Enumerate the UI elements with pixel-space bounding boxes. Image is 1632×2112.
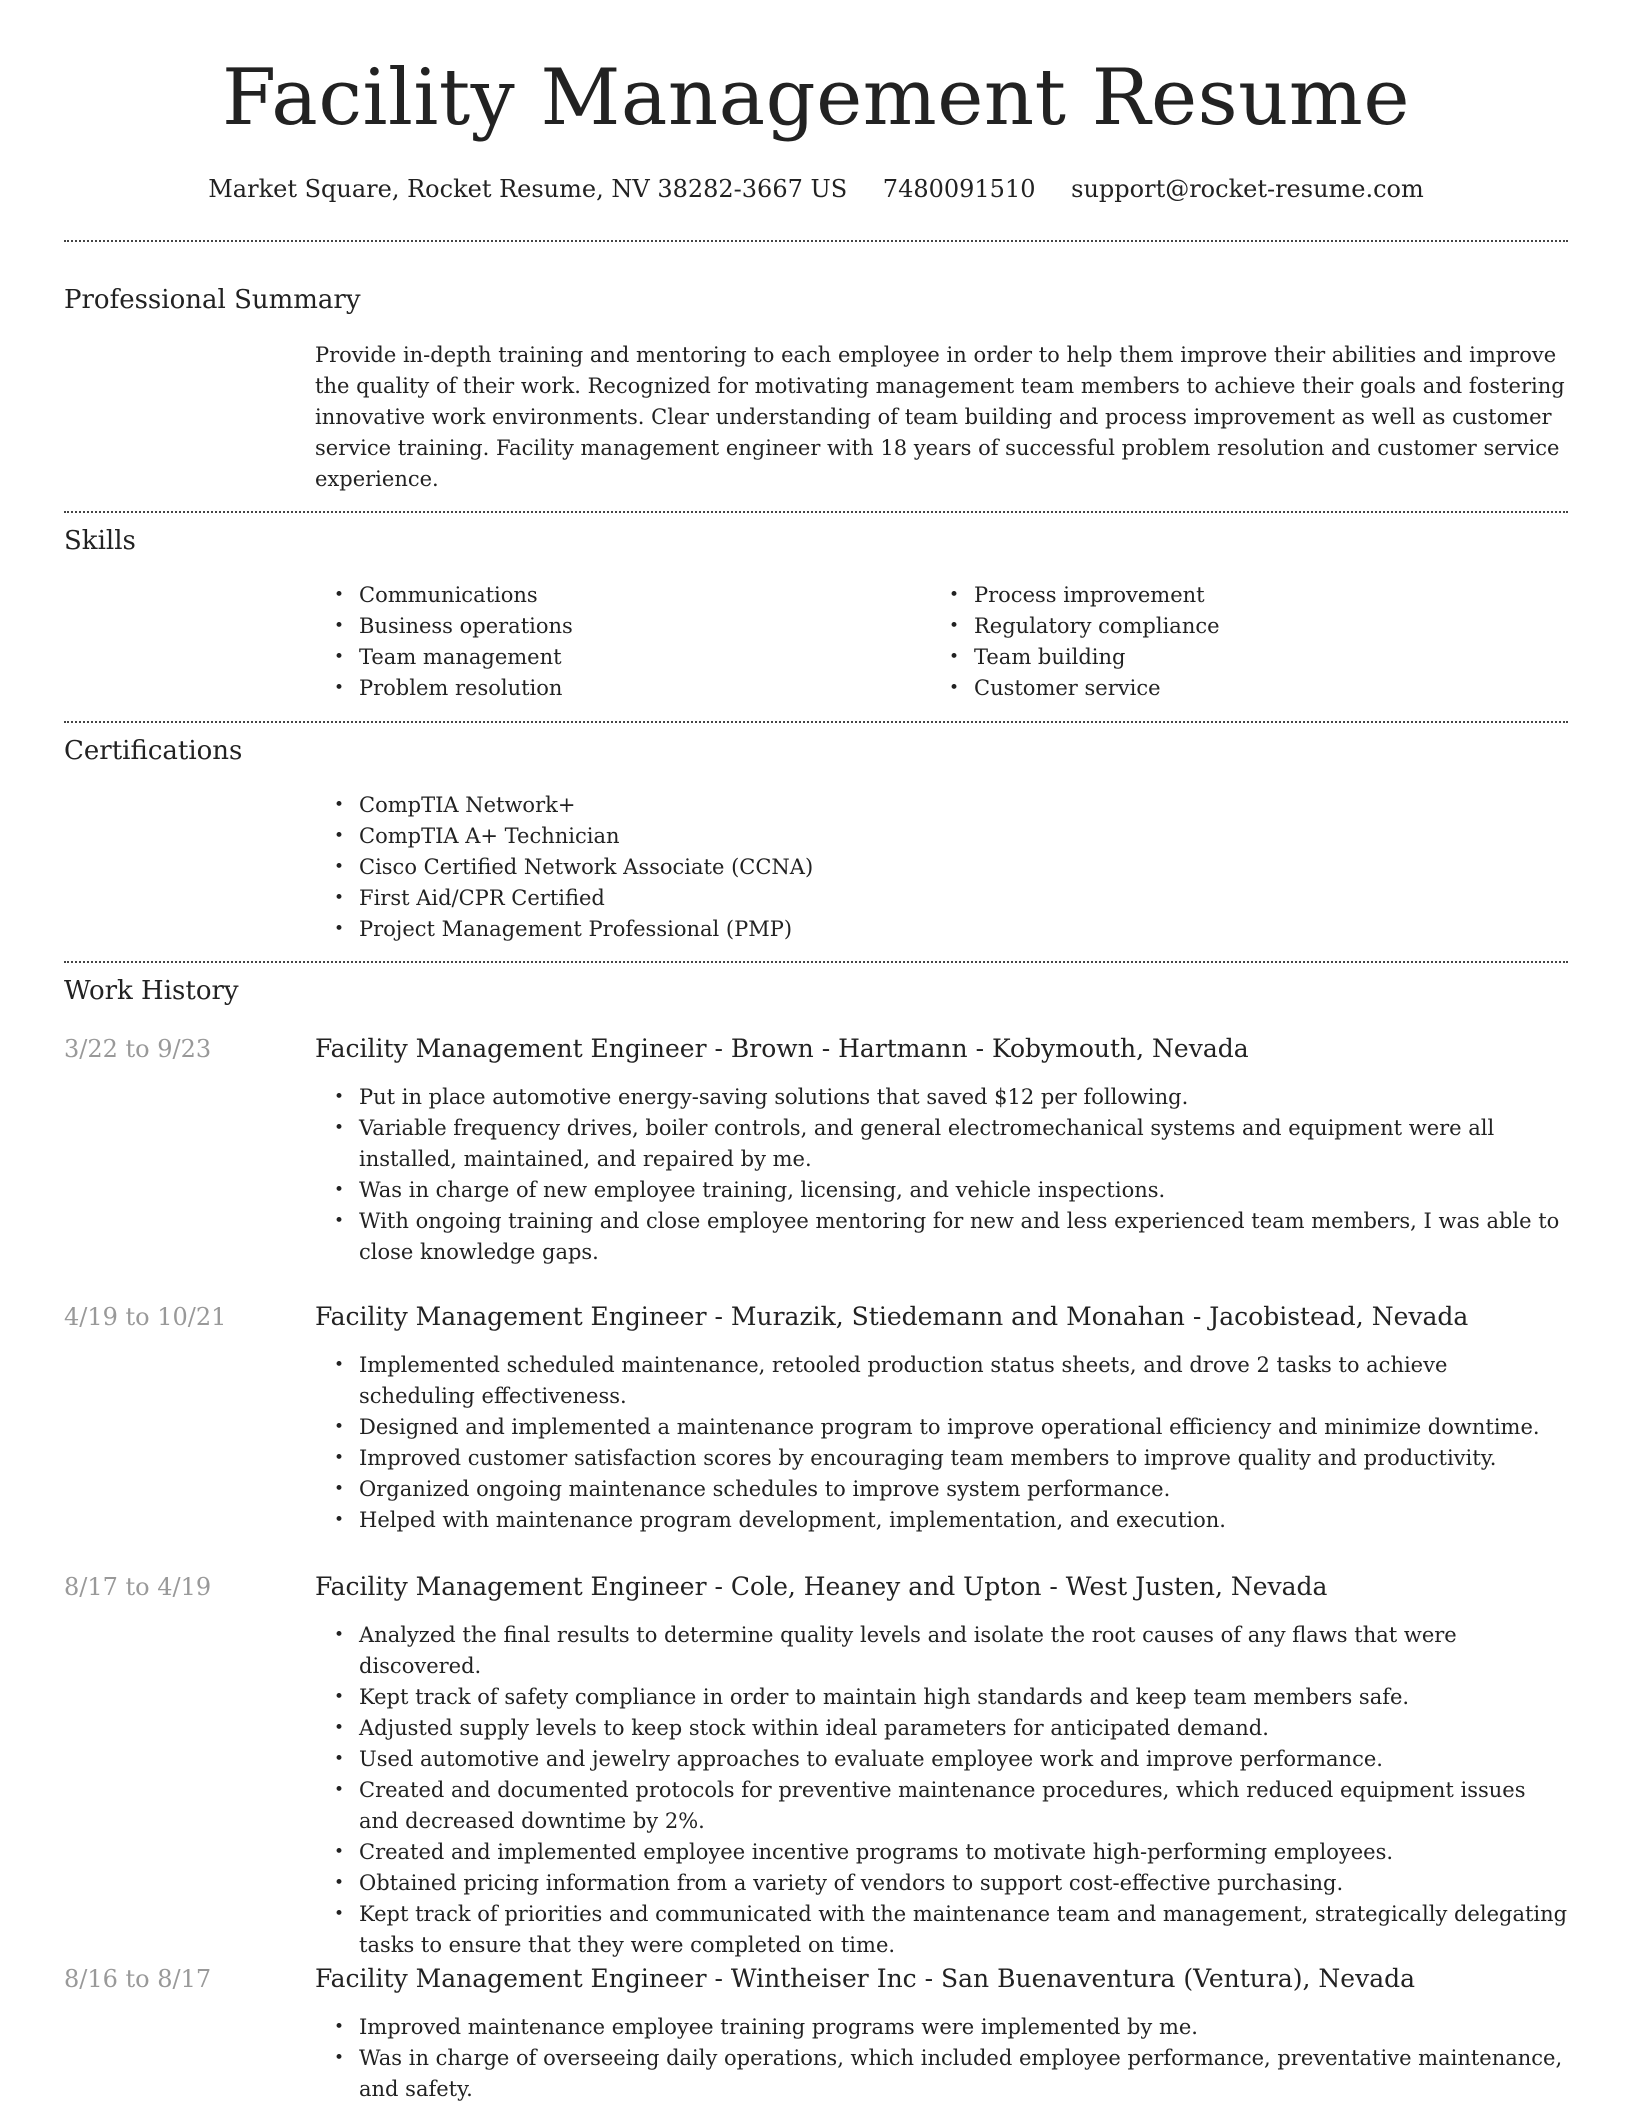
section-divider (64, 961, 1568, 963)
section-divider (64, 511, 1568, 513)
certification-item: • Project Management Professional (PMP) (359, 914, 1568, 945)
certification-item: • Cisco Certified Network Associate (CCNA) (359, 852, 1568, 883)
job-bullet: • Created and documented protocols for preventive maintenance procedures, which reduced equipment issues and decreased downtime by 2%. (359, 1775, 1568, 1837)
job-title: Facility Management Engineer - Murazik, Stiedemann and Monahan - Jacobistead, Nevada (315, 1302, 1469, 1331)
job-bullets (315, 1620, 1568, 1961)
resume-title: Facility Management Resume (221, 53, 1411, 143)
contact-address: Market Square, Rocket Resume, NV 38282-3667 US (208, 175, 848, 203)
skill-item: • Business operations (359, 611, 915, 642)
summary-text: Provide in-depth training and mentoring to each employee in order to help them improve their abilities and improve the quality of their work. Recognized for motivating management team members to achieve their goals and fostering innovative work environments. Clear understanding of team building and process improvement as well as customer service training. Facility management engineer with 18 years of successful problem resolution and customer service experience. (315, 343, 1565, 491)
job-bullet: • Improved maintenance employee training programs were implemented by me. (359, 2012, 1568, 2043)
job-bullet: • Was in charge of new employee training, licensing, and vehicle inspections. (359, 1175, 1568, 1206)
skill-item: • Process improvement (974, 580, 1530, 611)
job-bullet: • Variable frequency drives, boiler controls, and general electromechanical systems and equipment were all installed, maintained, and repaired by me. (359, 1113, 1568, 1175)
job-bullet: • Kept track of safety compliance in order to maintain high standards and keep team members safe. (359, 1682, 1568, 1713)
section-divider (64, 721, 1568, 723)
job-bullet: • Improved customer satisfaction scores by encouraging team members to improve quality and productivity. (359, 1443, 1568, 1474)
job-title: Facility Management Engineer - Brown - Hartmann - Kobymouth, Nevada (315, 1034, 1249, 1063)
summary-heading: Professional Summary (64, 285, 361, 315)
skill-item: • Team management (359, 642, 915, 673)
job-bullets (315, 2012, 1568, 2105)
skill-item: • Problem resolution (359, 673, 915, 704)
job-dates: 8/17 to 4/19 (64, 1573, 212, 1601)
certifications-heading: Certifications (64, 736, 243, 766)
job-bullet: • Adjusted supply levels to keep stock within ideal parameters for anticipated demand. (359, 1713, 1568, 1744)
certification-item: • First Aid/CPR Certified (359, 883, 1568, 914)
job-bullet: • Helped with maintenance program development, implementation, and execution. (359, 1505, 1568, 1536)
job-bullet: • Analyzed the final results to determine quality levels and isolate the root causes of any flaws that were discovered. (359, 1620, 1568, 1682)
contact-line (0, 172, 1632, 206)
job-dates: 3/22 to 9/23 (64, 1035, 212, 1063)
job-bullet: • Organized ongoing maintenance schedules to improve system performance. (359, 1474, 1568, 1505)
certification-item: • CompTIA A+ Technician (359, 821, 1568, 852)
job-bullet: • Designed and implemented a maintenance program to improve operational efficiency and minimize downtime. (359, 1412, 1568, 1443)
contact-phone: 7480091510 (882, 175, 1036, 203)
work-history-heading: Work History (64, 976, 239, 1006)
job-bullet: • With ongoing training and close employee mentoring for new and less experienced team members, I was able to close knowledge gaps. (359, 1206, 1568, 1268)
job-bullet: • Created and implemented employee incentive programs to motivate high-performing employees. (359, 1837, 1568, 1868)
job-bullet: • Obtained pricing information from a variety of vendors to support cost-effective purchasing. (359, 1868, 1568, 1899)
skills-heading: Skills (64, 526, 136, 556)
job-bullets (315, 1082, 1568, 1268)
job-title: Facility Management Engineer - Cole, Heaney and Upton - West Justen, Nevada (315, 1572, 1328, 1601)
job-bullet: • Used automotive and jewelry approaches to evaluate employee work and improve performance. (359, 1744, 1568, 1775)
job-title: Facility Management Engineer - Wintheiser Inc - San Buenaventura (Ventura), Nevada (315, 1964, 1416, 1993)
job-bullet: • Was in charge of overseeing daily operations, which included employee performance, preventative maintenance, and safety. (359, 2043, 1568, 2105)
skill-item: • Communications (359, 580, 915, 611)
certifications-list (315, 790, 1568, 945)
job-bullet: • Put in place automotive energy-saving solutions that saved $12 per following. (359, 1082, 1568, 1113)
certification-item: • CompTIA Network+ (359, 790, 1568, 821)
skill-item: • Team building (974, 642, 1530, 673)
job-bullets (315, 1350, 1568, 1536)
job-dates: 4/19 to 10/21 (64, 1303, 227, 1331)
contact-email: support@rocket-resume.com (1071, 175, 1424, 203)
skill-item: • Regulatory compliance (974, 611, 1530, 642)
job-bullet: • Kept track of priorities and communicated with the maintenance team and management, strategically delegating tasks to ensure that they were completed on time. (359, 1899, 1568, 1961)
skill-item: • Customer service (974, 673, 1530, 704)
section-divider (64, 240, 1568, 242)
job-bullet: • Implemented scheduled maintenance, retooled production status sheets, and drove 2 tasks to achieve scheduling effectiveness. (359, 1350, 1568, 1412)
job-dates: 8/16 to 8/17 (64, 1965, 212, 1993)
